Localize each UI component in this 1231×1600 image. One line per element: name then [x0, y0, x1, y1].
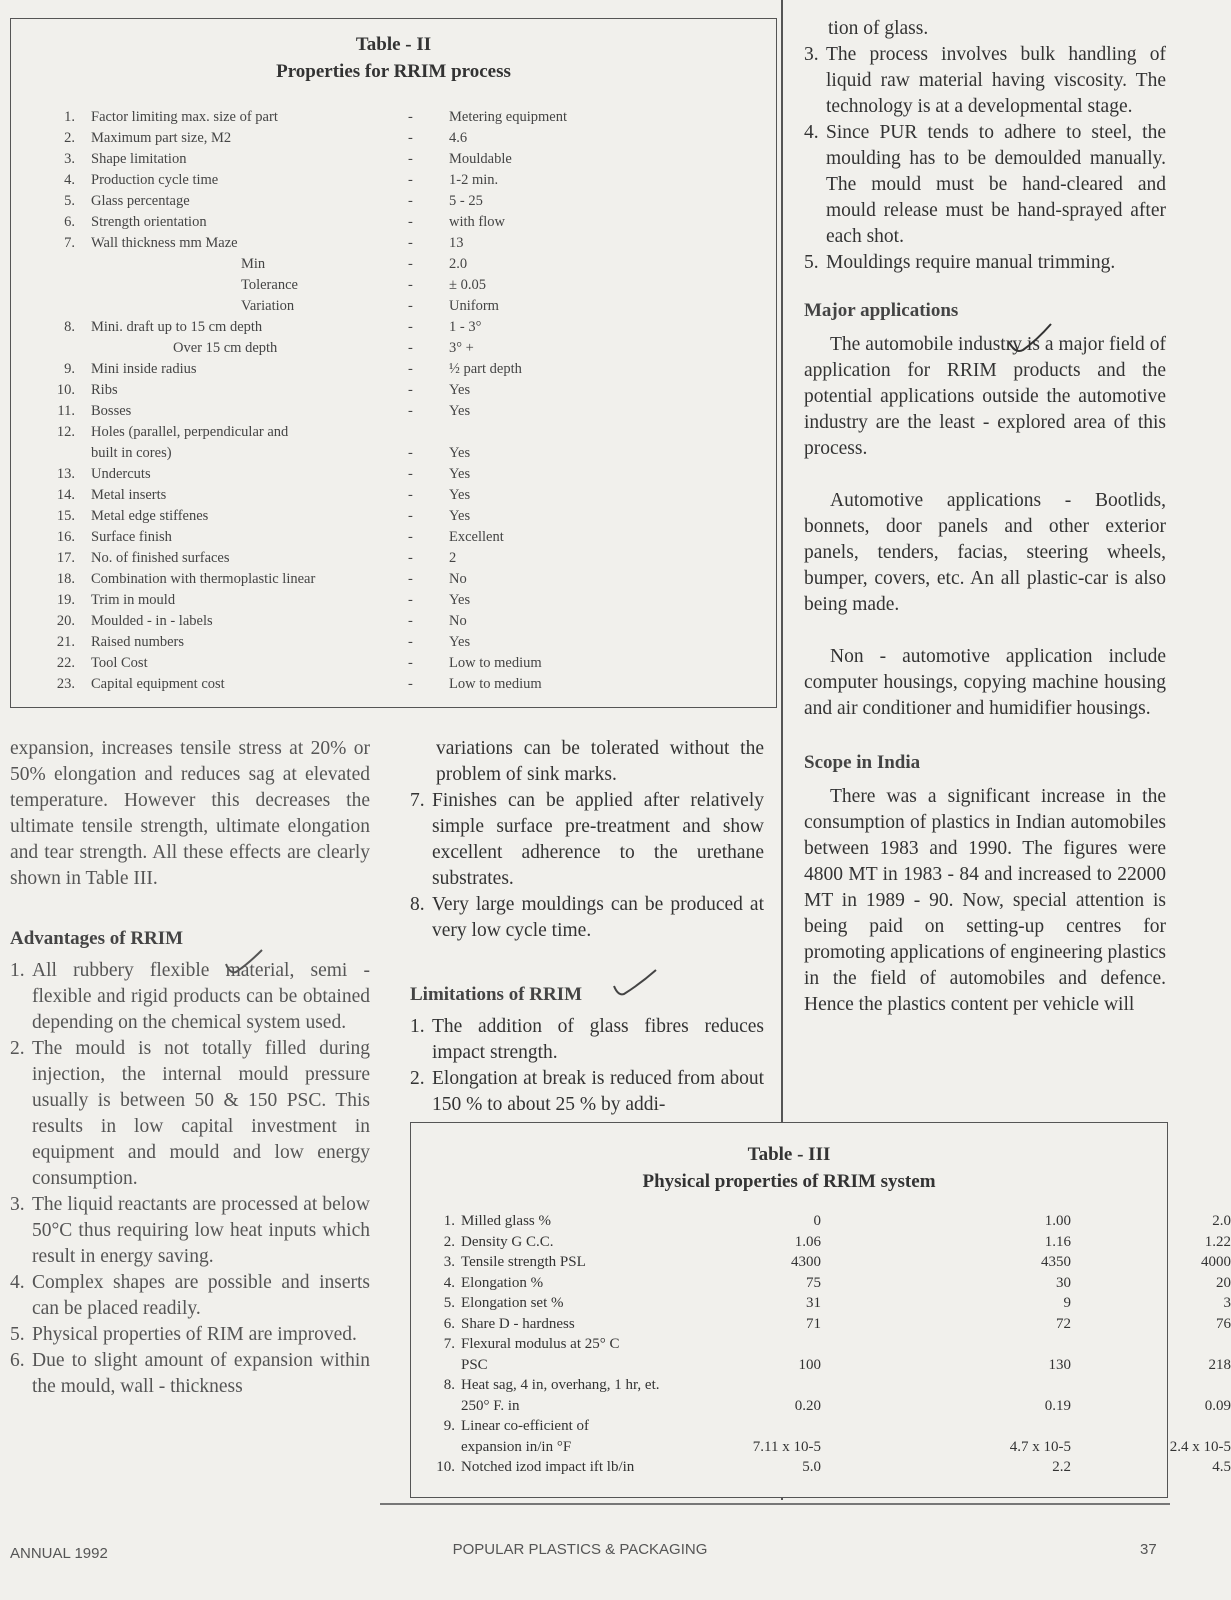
table-row [11, 233, 776, 254]
row-label: expansion in/in °F [461, 1438, 572, 1455]
row-value: No [449, 571, 467, 587]
row-value: 9 [1063, 1295, 1071, 1311]
row-number: 4. [64, 172, 75, 188]
table-2-rows [11, 107, 776, 695]
row-number: 23. [56, 676, 75, 692]
row-dash: - [408, 613, 413, 629]
row-value: 1-2 min. [449, 172, 499, 188]
row-value: 1.16 [1044, 1233, 1071, 1250]
table-row [11, 674, 776, 695]
row-label: Linear co-efficient of [461, 1418, 589, 1434]
table-row [411, 1375, 1167, 1396]
list-item [804, 120, 1166, 250]
table-row [11, 527, 776, 548]
row-value: Yes [449, 445, 471, 461]
row-value: 7.11 x 10-5 [752, 1438, 821, 1455]
row-dash: - [408, 529, 413, 545]
row-label: Maximum part size, M2 [91, 130, 232, 146]
row-value: 76 [1216, 1315, 1231, 1332]
table-row [11, 212, 776, 233]
row-label: Tolerance [241, 277, 298, 293]
row-value: Yes [449, 508, 471, 524]
list-number: 5. [10, 1324, 25, 1345]
row-number: 21. [56, 634, 75, 650]
list-text: Complex shapes are possible and inserts can be placed readily. [32, 1272, 370, 1319]
row-value: 2.0 [449, 256, 468, 272]
row-value: 30 [1056, 1274, 1071, 1291]
row-value: 3 [1223, 1295, 1231, 1311]
row-value: Yes [449, 634, 471, 650]
row-number: 15. [56, 508, 75, 524]
row-value: 1.22 [1204, 1233, 1231, 1250]
row-value: 4.6 [449, 130, 468, 146]
table-2 [10, 18, 777, 708]
table-row [11, 128, 776, 149]
row-value: 4000 [1201, 1254, 1231, 1270]
row-value: 5.0 [802, 1459, 821, 1475]
table-row [411, 1416, 1167, 1437]
table-row [11, 443, 776, 464]
table-3-subtitle: Physical properties of RRIM system [642, 1171, 936, 1192]
table-3-title: Table - III [747, 1144, 831, 1165]
table-row [411, 1314, 1231, 1335]
table-row [411, 1355, 1231, 1376]
row-dash: - [408, 151, 413, 167]
row-number: 22. [56, 655, 75, 671]
list-item [804, 250, 1166, 276]
row-number: 5. [64, 193, 75, 209]
row-value: 1.06 [794, 1233, 821, 1250]
row-value: Excellent [449, 529, 504, 545]
row-number: 7. [64, 235, 75, 251]
table-3-rows [411, 1211, 1231, 1478]
row-label: Moulded - in - labels [91, 613, 213, 629]
limitations-list [410, 1014, 764, 1118]
list-number: 7. [410, 790, 425, 811]
list-text: The process involves bulk handling of liquid raw material having viscosity. The technology is at a developmental stage. [826, 44, 1166, 117]
row-dash: - [408, 445, 413, 461]
row-number: 16. [56, 529, 75, 545]
row-label: PSC [461, 1356, 488, 1373]
row-number: 8. [443, 1377, 455, 1393]
row-dash: - [408, 508, 413, 524]
list-number: 2. [410, 1068, 425, 1089]
row-value: 0.20 [794, 1397, 821, 1414]
table-row [11, 191, 776, 212]
row-label: Holes (parallel, perpendicular and [91, 424, 289, 440]
table-row [411, 1273, 1231, 1294]
row-value: 31 [806, 1295, 821, 1311]
row-dash: - [408, 109, 413, 125]
list-text: Very large mouldings can be produced at very low cycle time. [432, 894, 764, 941]
paragraph: expansion, increases tensile stress at 20% or 50% elongation and reduces sag at elevated temperature. However this decreases the ultimate tensile strength, ultimate elongation and tear strength. All these effects are clearly shown in Table III. [10, 738, 370, 889]
list-item [410, 1066, 764, 1118]
row-value: Yes [449, 592, 471, 608]
heading-major-applications: Major applications [804, 300, 959, 321]
heading-scope-in-india: Scope in India [804, 752, 921, 773]
row-value: 2.2 [1052, 1459, 1071, 1475]
table-row [11, 296, 776, 317]
row-number: 19. [56, 592, 75, 608]
list-text: All rubbery flexible material, semi - flexible and rigid products can be obtained depending on the chemical system used. [32, 960, 370, 1033]
list-text: Physical properties of RIM are improved. [32, 1324, 357, 1345]
left-column [10, 736, 370, 1400]
list-number: 6. [10, 1350, 25, 1371]
row-value: 1 - 3° [449, 319, 482, 335]
row-number: 17. [56, 550, 75, 566]
row-dash: - [408, 676, 413, 692]
row-dash: - [408, 193, 413, 209]
row-number: 10. [56, 382, 75, 398]
list-number: 4. [804, 122, 819, 143]
row-value: 5 - 25 [449, 193, 483, 209]
row-dash: - [408, 634, 413, 650]
row-label: Factor limiting max. size of part [91, 109, 278, 125]
row-label: Trim in mould [91, 592, 176, 608]
row-label: Ribs [91, 382, 118, 398]
row-value: 75 [806, 1274, 821, 1291]
row-label: Share D - hardness [461, 1315, 575, 1332]
checkmark-icon [222, 946, 266, 980]
row-number: 3. [64, 151, 75, 167]
row-value: Yes [449, 403, 471, 419]
list-item [410, 892, 764, 944]
list-text: Mouldings require manual trimming. [826, 252, 1116, 273]
row-value: 0.09 [1204, 1397, 1231, 1414]
row-number: 14. [56, 487, 75, 503]
row-value: 1.00 [1044, 1213, 1071, 1229]
table-row [411, 1396, 1231, 1417]
list-text: Since PUR tends to adhere to steel, the moulding has to be demoulded manually. The mould must be hand-cleared and mould release must be hand-sprayed after each shot. [826, 122, 1166, 247]
row-value: ½ part depth [449, 361, 522, 377]
row-number: 5. [443, 1295, 455, 1311]
row-dash: - [408, 550, 413, 566]
row-label: Bosses [91, 403, 132, 419]
row-label: Mini. draft up to 15 cm depth [91, 319, 263, 335]
list-item [10, 1270, 370, 1322]
table-row [11, 485, 776, 506]
row-label: Capital equipment cost [91, 676, 225, 692]
table-row [11, 590, 776, 611]
row-dash: - [408, 487, 413, 503]
row-number: 10. [436, 1459, 455, 1475]
row-number: 8. [64, 319, 75, 335]
row-value: 0 [813, 1213, 821, 1229]
list-number: 1. [10, 960, 25, 981]
row-value: 130 [1048, 1356, 1071, 1373]
advantages-list [10, 958, 370, 1400]
table-row [11, 317, 776, 338]
table-row [11, 464, 776, 485]
row-value: 72 [1056, 1315, 1071, 1332]
paragraph: The automobile industry is a major field of application for RRIM products and the potential applications outside the automotive industry are the least - explored area of this process. [804, 334, 1166, 459]
row-label: Variation [241, 298, 295, 314]
row-dash: - [408, 571, 413, 587]
table-row [411, 1457, 1231, 1478]
list-number: 5. [804, 252, 819, 273]
list-item [10, 1348, 370, 1400]
row-dash: - [408, 340, 413, 356]
row-value: 71 [806, 1315, 821, 1332]
row-value: 100 [798, 1356, 821, 1373]
limitations-list-cont [804, 42, 1166, 276]
list-item [804, 42, 1166, 120]
list-item [410, 788, 764, 892]
row-label: Min [241, 256, 266, 272]
row-value: 4.7 x 10-5 [1009, 1438, 1071, 1455]
list-text: Finishes can be applied after relatively simple surface pre-treatment and show excellent adherence to the urethane substrates. [432, 790, 764, 889]
row-label: Production cycle time [91, 172, 219, 188]
row-label: Mini inside radius [91, 361, 197, 377]
list-number: 8. [410, 894, 425, 915]
row-number: 4. [443, 1274, 455, 1291]
row-number: 18. [56, 571, 75, 587]
row-value: Uniform [449, 298, 499, 314]
row-dash: - [408, 655, 413, 671]
row-label: Over 15 cm depth [173, 340, 278, 356]
row-value: No [449, 613, 467, 629]
table-row [411, 1232, 1231, 1253]
table-row [411, 1293, 1231, 1314]
row-value: 4.5 [1212, 1459, 1231, 1475]
list-item [10, 958, 370, 1036]
row-dash: - [408, 277, 413, 293]
row-value: 13 [449, 235, 464, 251]
row-number: 12. [56, 424, 75, 440]
middle-column [410, 736, 764, 1118]
row-value: Yes [449, 487, 471, 503]
heading-advantages: Advantages of RRIM [10, 928, 184, 949]
row-dash: - [408, 466, 413, 482]
row-number: 20. [56, 613, 75, 629]
checkmark-icon [1005, 320, 1055, 360]
row-value: Low to medium [449, 655, 542, 671]
row-label: built in cores) [91, 445, 172, 461]
row-value: 2.4 x 10-5 [1169, 1438, 1231, 1455]
row-label: Undercuts [91, 466, 151, 482]
row-dash: - [408, 235, 413, 251]
right-column [804, 16, 1166, 1018]
row-label: Density G C.C. [461, 1233, 554, 1250]
list-text: The liquid reactants are processed at below 50°C thus requiring low heat inputs which result in energy saving. [32, 1194, 370, 1267]
row-value: 4350 [1041, 1254, 1071, 1270]
row-value: 3° + [449, 340, 474, 356]
table-row [11, 254, 776, 275]
advantages-list-cont [410, 788, 764, 944]
list-number: 4. [10, 1272, 25, 1293]
list-item [10, 1036, 370, 1192]
row-dash: - [408, 592, 413, 608]
row-label: No. of finished surfaces [91, 550, 230, 566]
row-value: Metering equipment [449, 109, 567, 125]
row-value: Mouldable [449, 151, 512, 167]
row-label: Elongation % [461, 1274, 544, 1291]
row-value: with flow [449, 214, 505, 230]
table-row [11, 569, 776, 590]
list-text: Elongation at break is reduced from about 150 % to about 25 % by addi- [432, 1068, 764, 1115]
table-row [11, 380, 776, 401]
table-row [11, 401, 776, 422]
table-row [11, 149, 776, 170]
table-row [11, 338, 776, 359]
row-label: Elongation set % [461, 1295, 564, 1311]
table-row [411, 1334, 1167, 1355]
table-row [411, 1252, 1231, 1273]
row-dash: - [408, 403, 413, 419]
row-number: 3. [443, 1254, 455, 1270]
row-dash: - [408, 319, 413, 335]
table-2-title: Table - II [355, 34, 432, 55]
row-number: 1. [443, 1213, 455, 1229]
row-dash: - [408, 130, 413, 146]
row-dash: - [408, 361, 413, 377]
row-value: 4300 [791, 1254, 821, 1270]
table-row [11, 632, 776, 653]
row-value: 2.0 [1212, 1213, 1231, 1229]
table-row [11, 422, 776, 443]
row-label: Wall thickness mm Maze [91, 235, 238, 251]
row-number: 2. [443, 1233, 455, 1250]
row-value: ± 0.05 [449, 277, 486, 293]
continued-text: tion of glass. [828, 18, 929, 39]
row-label: Tensile strength PSL [461, 1254, 586, 1270]
row-value: 20 [1216, 1274, 1231, 1291]
row-number: 1. [64, 109, 75, 125]
row-label: Glass percentage [91, 193, 190, 209]
bottom-rule [380, 1503, 1170, 1505]
list-item [10, 1192, 370, 1270]
row-number: 6. [443, 1315, 455, 1332]
row-value: 0.19 [1044, 1397, 1071, 1414]
table-row [11, 506, 776, 527]
row-value: Yes [449, 466, 471, 482]
heading-limitations: Limitations of RRIM [410, 984, 583, 1005]
row-value: 218 [1208, 1356, 1231, 1373]
row-number: 6. [64, 214, 75, 230]
table-row [411, 1437, 1231, 1458]
list-text: Due to slight amount of expansion within the mould, wall - thickness [32, 1350, 370, 1397]
row-value: 2 [449, 550, 457, 566]
row-label: Flexural modulus at 25° C [461, 1336, 620, 1352]
table-row [11, 611, 776, 632]
footer-publication: POPULAR PLASTICS & PACKAGING [452, 1541, 708, 1558]
page-number: 37 [1140, 1541, 1157, 1558]
row-dash: - [408, 214, 413, 230]
row-label: Notched izod impact ift lb/in [461, 1459, 635, 1475]
continued-text: variations can be tolerated without the problem of sink marks. [436, 738, 764, 785]
list-number: 3. [804, 44, 819, 65]
row-label: Tool Cost [91, 655, 148, 671]
row-label: Metal edge stiffenes [91, 508, 209, 524]
table-row [11, 107, 776, 128]
row-number: 11. [57, 403, 75, 419]
row-label: Surface finish [91, 529, 172, 545]
row-dash: - [408, 172, 413, 188]
row-label: 250° F. in [461, 1397, 520, 1414]
row-value: Yes [449, 382, 471, 398]
row-label: Combination with thermoplastic linear [91, 571, 316, 587]
row-label: Shape limitation [91, 151, 187, 167]
paragraph: There was a significant increase in the consumption of plastics in Indian automobiles between 1983 and 1990. The figures were 4800 MT in 1983 - 84 and increased to 22000 MT in 1989 - 90. Now, special attention is being paid on setting-up centres for promoting applications of engineering plastics in the field of automobiles and defence. Hence the plastics content per vehicle will [804, 786, 1166, 1015]
row-label: Milled glass % [461, 1213, 551, 1229]
row-number: 2. [64, 130, 75, 146]
row-number: 7. [443, 1336, 455, 1352]
row-number: 9. [443, 1418, 455, 1434]
row-label: Strength orientation [91, 214, 207, 230]
list-text: The mould is not totally filled during injection, the internal mould pressure usually is between 50 & 150 PSC. This results in low capital investment in equipment and mould and low energy consumption. [32, 1038, 370, 1189]
list-number: 1. [410, 1016, 425, 1037]
row-label: Raised numbers [91, 634, 185, 650]
paragraph: Automotive applications - Bootlids, bonnets, door panels and other exterior panels, tenders, facias, steering wheels, bumper, covers, etc. An all plastic-car is also being made. [804, 490, 1166, 615]
footer-issue: ANNUAL 1992 [10, 1545, 108, 1562]
row-label: Heat sag, 4 in, overhang, 1 hr, et. [461, 1377, 660, 1393]
row-dash: - [408, 298, 413, 314]
list-number: 2. [10, 1038, 25, 1059]
list-text: The addition of glass fibres reduces impact strength. [432, 1016, 764, 1063]
list-item [410, 1014, 764, 1066]
table-2-subtitle: Properties for RRIM process [276, 61, 511, 82]
table-row [411, 1211, 1231, 1232]
list-item [10, 1322, 370, 1348]
row-dash: - [408, 382, 413, 398]
table-row [11, 653, 776, 674]
row-number: 13. [56, 466, 75, 482]
row-label: Metal inserts [91, 487, 167, 503]
table-row [11, 548, 776, 569]
table-row [11, 275, 776, 296]
table-3 [410, 1122, 1231, 1498]
checkmark-icon [610, 966, 660, 1002]
table-row [11, 170, 776, 191]
row-dash: - [408, 256, 413, 272]
list-number: 3. [10, 1194, 25, 1215]
paragraph: Non - automotive application include computer housings, copying machine housing and air conditioner and humidifier housings. [804, 646, 1166, 719]
row-number: 9. [64, 361, 75, 377]
table-row [11, 359, 776, 380]
row-value: Low to medium [449, 676, 542, 692]
